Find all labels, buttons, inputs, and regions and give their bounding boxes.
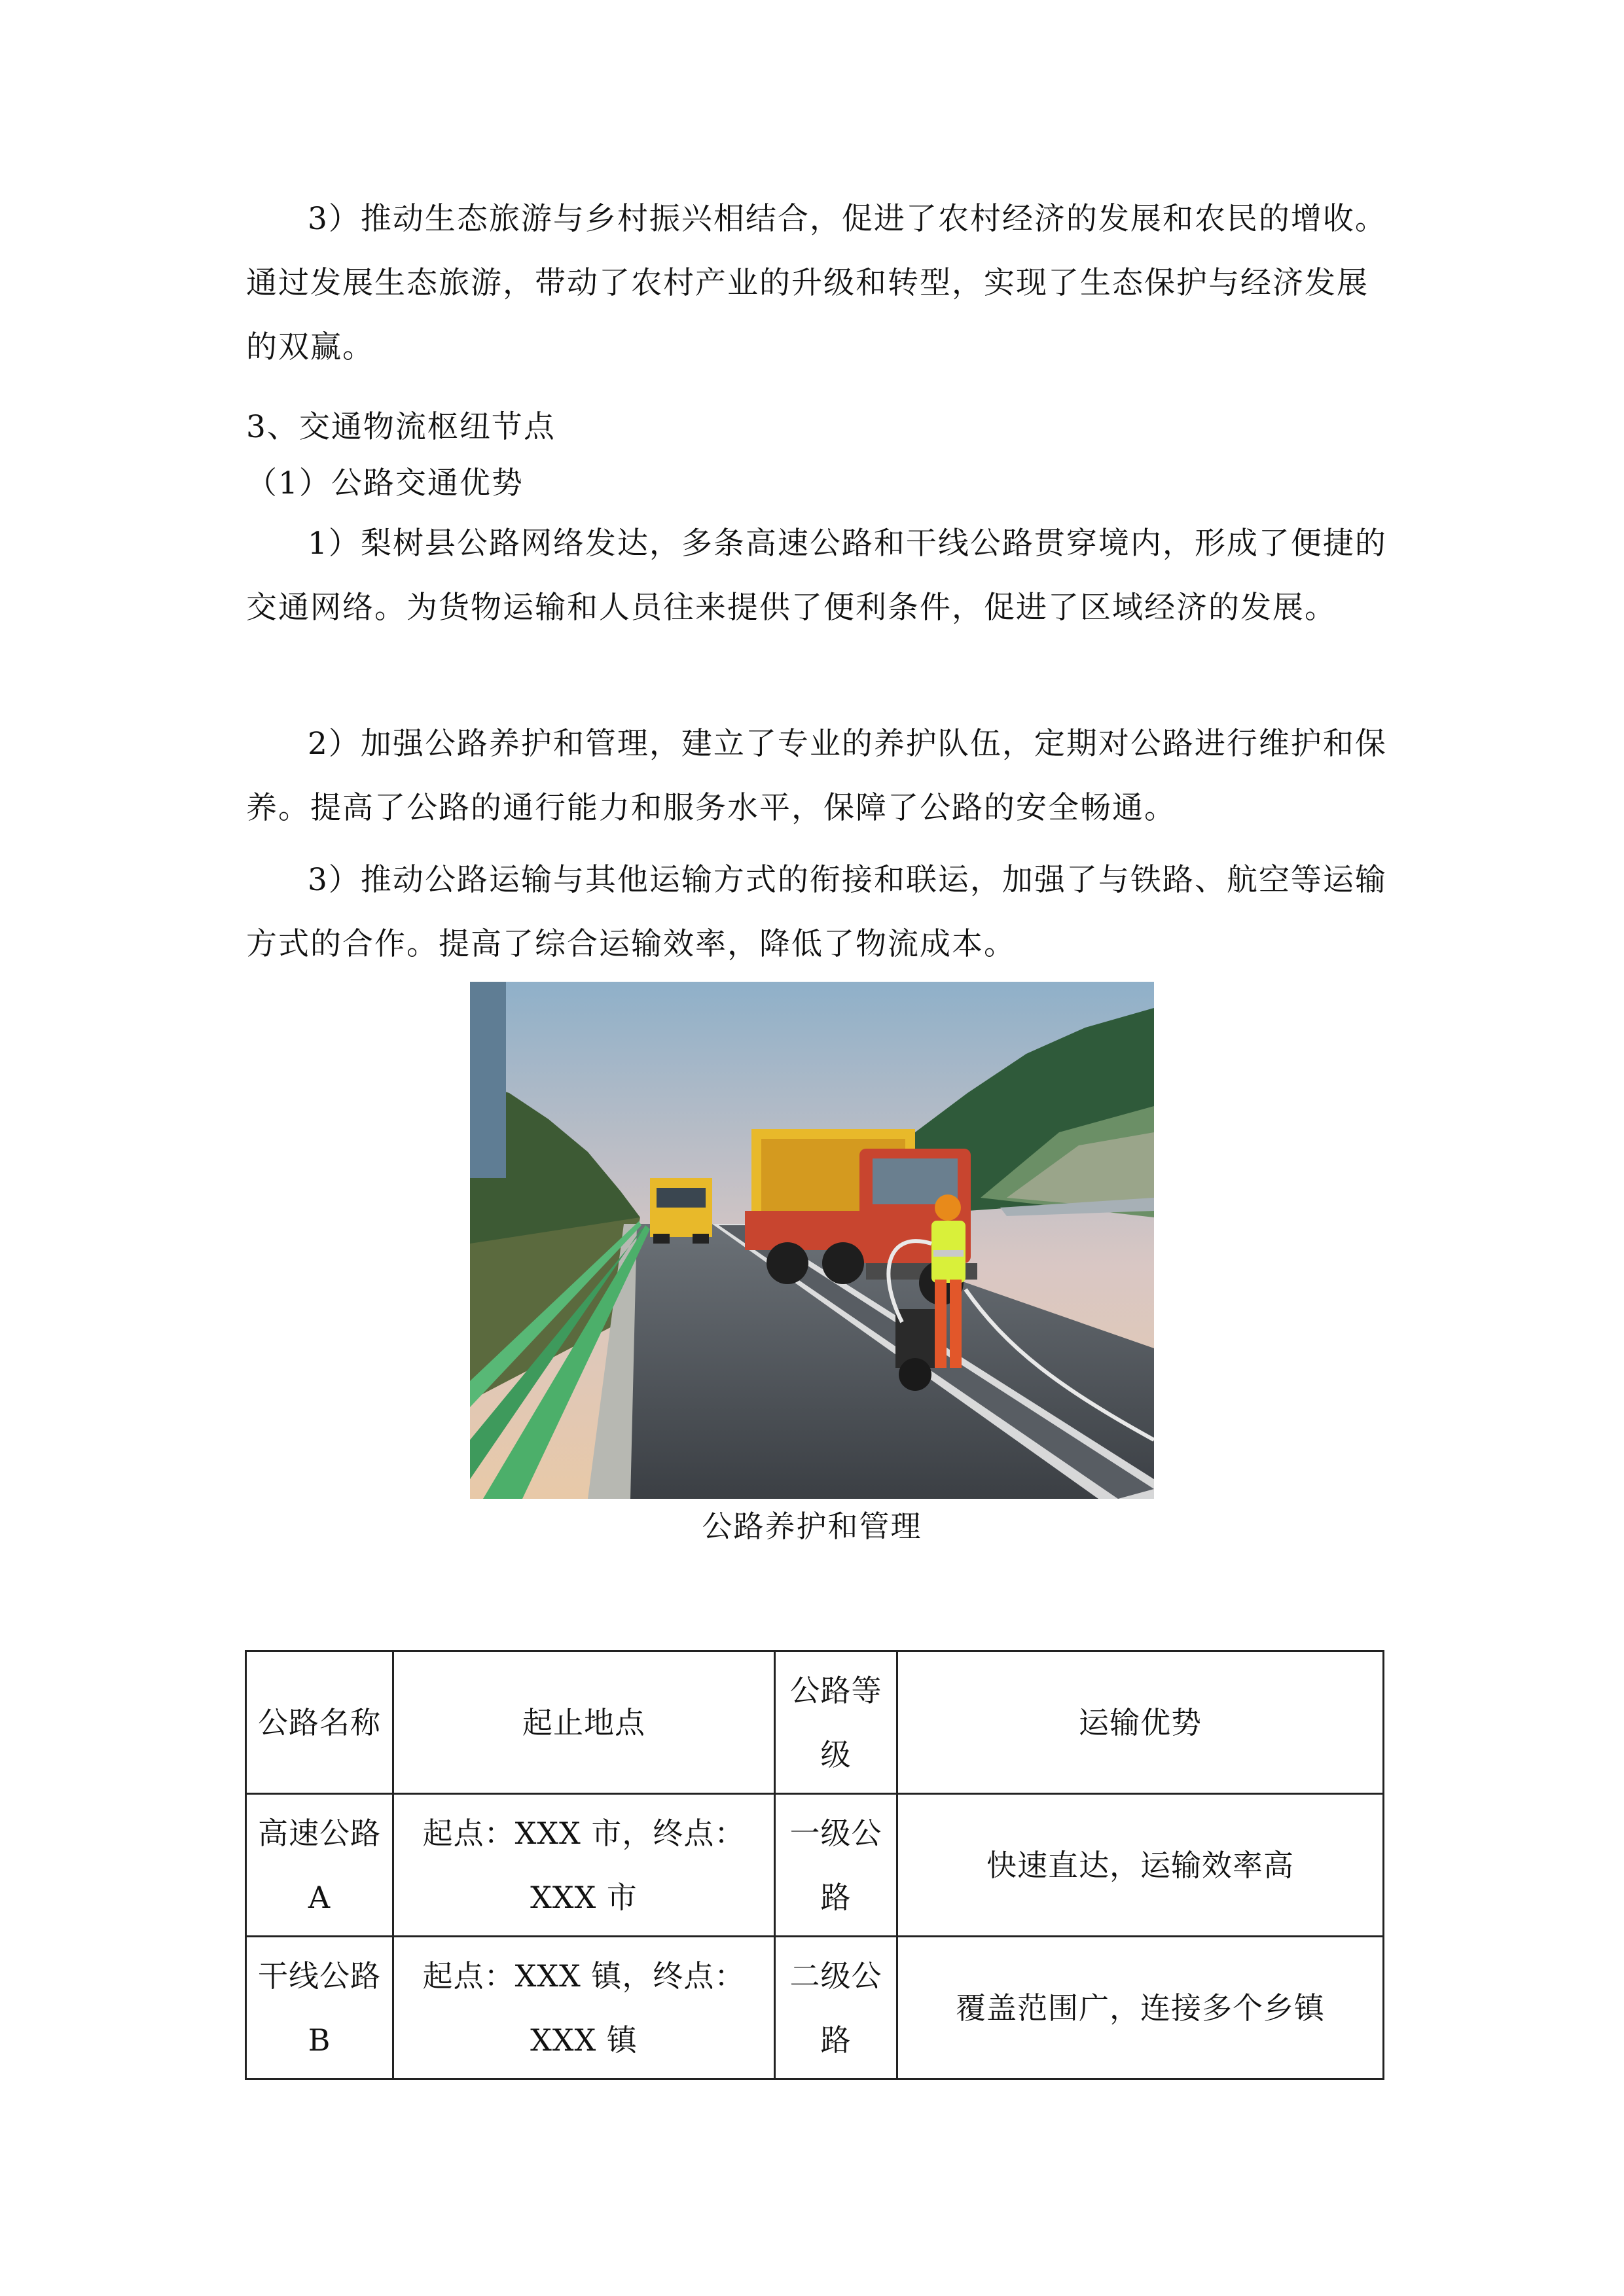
paragraph-eco-tourism: 3）推动生态旅游与乡村振兴相结合，促进了农村经济的发展和农民的增收。通过发展生态旅游，带动了农村产业的升级和转型，实现了生态保护与经济发展的双赢。 — [246, 201, 1387, 365]
table-header-cell: 公路名称 — [246, 1651, 393, 1794]
table-cell: 快速直达，运输效率高 — [897, 1794, 1384, 1937]
table-cell: 高速公路A — [246, 1794, 393, 1937]
paragraph-multimodal-transport: 3）推动公路运输与其他运输方式的衔接和联运，加强了与铁路、航空等运输方式的合作。提高了综合运输效率，降低了物流成本。 — [246, 862, 1387, 962]
table-header-row — [246, 1651, 1384, 1794]
table-cell: 一级公路 — [775, 1794, 897, 1937]
table-cell: 干线公路B — [246, 1937, 393, 2079]
road-info-table — [245, 1650, 1384, 2080]
table-header-cell: 运输优势 — [897, 1651, 1384, 1794]
table-header-cell: 公路等级 — [775, 1651, 897, 1794]
paragraph-road-maintenance: 2）加强公路养护和管理，建立了专业的养护队伍，定期对公路进行维护和保养。提高了公路的通行能力和服务水平，保障了公路的安全畅通。 — [246, 726, 1387, 826]
table-cell: 覆盖范围广，连接多个乡镇 — [897, 1937, 1384, 2079]
table-cell: 起点：XXX 镇，终点：XXX 镇 — [393, 1937, 775, 2079]
section-heading-transport-hub: 3、交通物流枢纽节点 — [246, 409, 556, 445]
table-row — [246, 1937, 1384, 2079]
table-cell: 起点：XXX 市，终点：XXX 市 — [393, 1794, 775, 1937]
table-cell: 二级公路 — [775, 1937, 897, 2079]
road-maintenance-photo — [470, 982, 1154, 1499]
photo-caption: 公路养护和管理 — [702, 1509, 922, 1544]
subsection-heading-road-advantage: （1）公路交通优势 — [246, 465, 524, 501]
paragraph-road-network: 1）梨树县公路网络发达，多条高速公路和干线公路贯穿境内，形成了便捷的交通网络。为货物运输和人员往来提供了便利条件，促进了区域经济的发展。 — [246, 526, 1387, 626]
table-row — [246, 1794, 1384, 1937]
table-header-cell: 起止地点 — [393, 1651, 775, 1794]
